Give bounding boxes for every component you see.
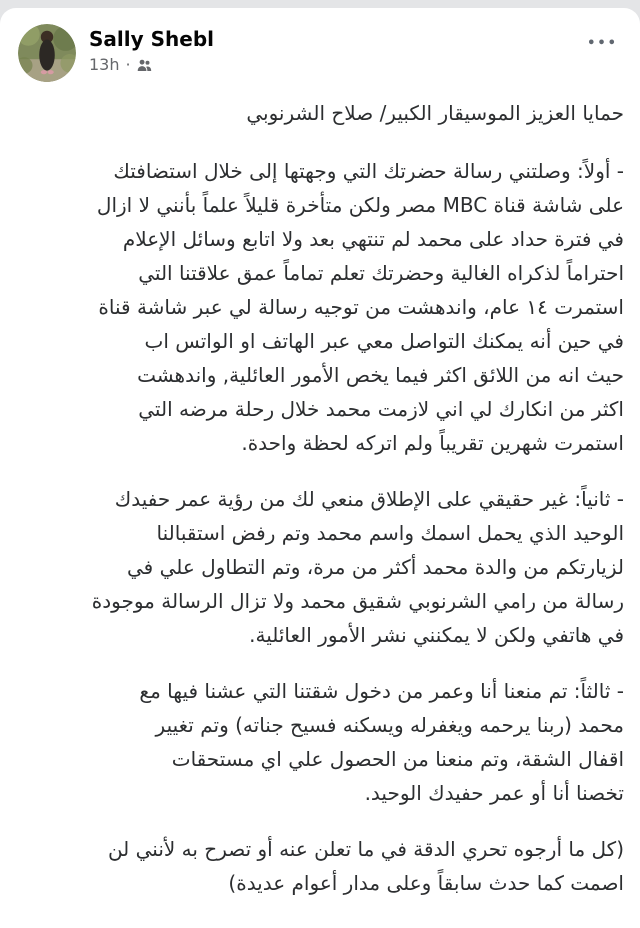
ellipsis-icon: ••• (587, 36, 618, 51)
post-paragraph-3 (16, 674, 624, 810)
post-text-line: استمرت ١٤ عام، واندهشت من توجيه رسالة لي عبر شاشة قناة (98, 295, 624, 319)
post-text-line: لزيارتكم من والدة محمد أكثر من مرة، وتم التطاول علي في (127, 555, 624, 579)
post-text-line: اقفال الشقة، وتم منعنا من الحصول علي اي مستحقات (171, 747, 624, 771)
timestamp[interactable]: 13h (89, 55, 120, 74)
post-text-line: الوحيد الذي يحمل اسمك واسم محمد وتم رفض استقبالنا (156, 521, 624, 545)
post-text-line: في فترة حداد على محمد لم تنتهي بعد ولا اتابع وسائل الإعلام (122, 227, 624, 251)
post-text-line: رسالة من رامي الشرنوبي شقيق محمد ولا تزال الرسالة موجودة (91, 589, 624, 613)
meta-separator: · (125, 55, 131, 74)
post-text-line: استمرت شهرين تقريباً ولم اتركه لحظة واحدة. (241, 431, 624, 455)
post-header (0, 8, 640, 82)
post-text-line: اصمت كما حدث سابقاً وعلى مدار أعوام عديدة) (228, 871, 624, 895)
header-meta (89, 24, 577, 75)
post-text-line: (كل ما أرجوه تحري الدقة في ما تعلن عنه أو تصرح به لأنني لن (107, 837, 624, 861)
post-text-line: احتراماً لذكراه الغالية وحضرتك تعلم تماماً عمق علاقتنا التي (138, 261, 624, 285)
post-text-line: تخصنا أنا أو عمر حفيدك الوحيد. (364, 781, 624, 805)
more-options-button[interactable] (577, 30, 624, 61)
post-text-line: - ثانياً: غير حقيقي على الإطلاق منعي لك من رؤية عمر حفيدك (114, 487, 624, 511)
post-paragraph-1 (16, 154, 624, 460)
post-body (0, 82, 640, 900)
post-text-line: اكثر من انكارك لي اني لازمت محمد خلال رحلة مرضه التي (138, 397, 624, 421)
author-name[interactable]: Sally Shebl (89, 27, 214, 51)
friends-audience-icon (137, 58, 152, 73)
avatar-photo (18, 24, 76, 82)
post-text-line: على شاشة قناة MBC مصر ولكن متأخرة قليلاً علماً بأنني لا ازال (96, 193, 624, 217)
avatar[interactable] (18, 24, 76, 82)
post-text-line: محمد (ربنا يرحمه ويغفرله ويسكنه فسيح جناته) وتم تغيير (155, 713, 624, 737)
post-paragraph-4 (16, 832, 624, 900)
post-title-line: حمايا العزيز الموسيقار الكبير/ صلاح الشرنوبي (246, 101, 624, 125)
post-meta-row (89, 55, 577, 75)
facebook-post-card (0, 8, 640, 928)
post-text-line: في هاتفي ولكن لا يمكنني نشر الأمور العائلية. (249, 623, 624, 647)
post-paragraph-2 (16, 482, 624, 652)
post-text-line: - ثالثاً: تم منعنا أنا وعمر من دخول شقتنا التي عشنا فيها مع (139, 679, 624, 703)
post-text-line: حيث انه من اللائق اكثر فيما يخص الأمور العائلية, واندهشت (137, 363, 624, 387)
post-text-line: - أولاً: وصلتني رسالة حضرتك التي وجهتها إلى خلال استضافتك (113, 159, 624, 183)
post-text-line: في حين أنه يمكنك التواصل معي عبر الهاتف او الواتس اب (144, 329, 624, 353)
